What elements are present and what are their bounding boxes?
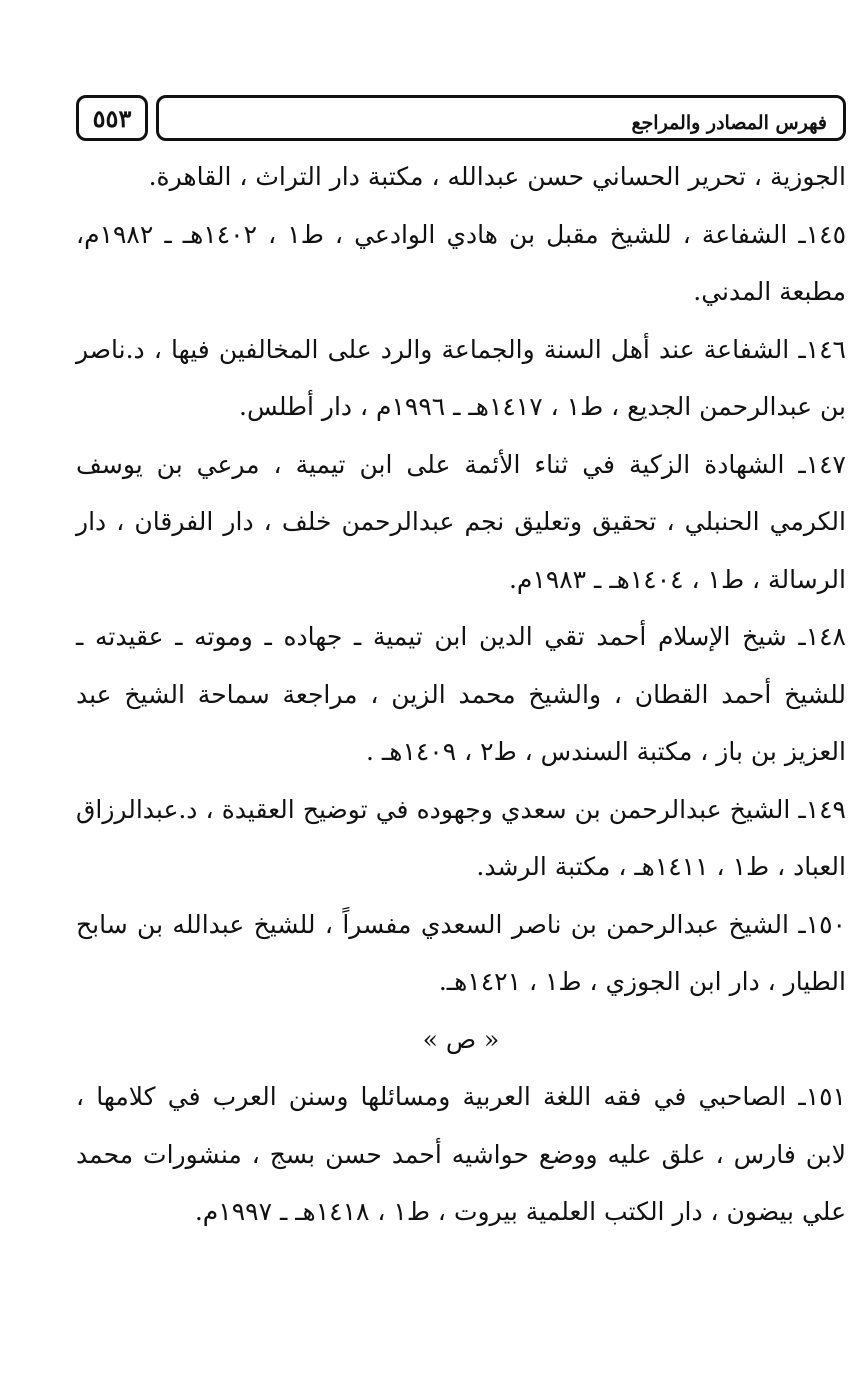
reference-entry: ١٤٨ـ شيخ الإسلام أحمد تقي الدين ابن تيمية ـ جهاده ـ وموته ـ عقيدته ـ للشيخ أحمد القطان ، والشيخ محمد الزين ، مراجعة سماحة الشيخ عبد العزيز بن باز ، مكتبة السندس ، ط٢ ، ١٤٠٩هـ . <box>76 622 846 766</box>
reference-entry: ١٥١ـ الصاحبي في فقه اللغة العربية ومسائلها وسنن العرب في كلامها ، لابن فارس ، علق عليه ووضع حواشيه أحمد حسن بسج ، منشورات محمد علي بيضون ، دار الكتب العلمية بيروت ، ط١ ، ١٤١٨هـ ـ ١٩٩٧م. <box>76 1082 846 1226</box>
reference-entry: الجوزية ، تحرير الحساني حسن عبدالله ، مكتبة دار التراث ، القاهرة. <box>148 162 846 191</box>
reference-entry: ١٥٠ـ الشيخ عبدالرحمن بن ناصر السعدي مفسراً ، للشيخ عبدالله بن سابح الطيار ، دار ابن الجوزي ، ط١ ، ١٤٢١هـ. <box>76 909 846 996</box>
running-title-box <box>156 95 846 141</box>
page-number: ٥٥٣ <box>76 95 148 141</box>
running-title: فهرس المصادر والمراجع <box>631 112 827 134</box>
reference-entry: ١٤٥ـ الشفاعة ، للشيخ مقبل بن هادي الوادعي ، ط١ ، ١٤٠٢هـ ـ ١٩٨٢م، مطبعة المدني. <box>76 219 847 306</box>
reference-entry: ١٤٦ـ الشفاعة عند أهل السنة والجماعة والرد على المخالفين فيها ، د.ناصر بن عبدالرحمن الجديع ، ط١ ، ١٤١٧هـ ـ ١٩٩٦م ، دار أطلس. <box>76 334 846 421</box>
page-header <box>76 95 848 147</box>
section-heading: « ص » <box>422 1024 500 1054</box>
reference-entry: ١٤٧ـ الشهادة الزكية في ثناء الأئمة على ابن تيمية ، مرعي بن يوسف الكرمي الحنبلي ، تحقيق وتعليق نجم عبدالرحمن خلف ، دار الفرقان ، دار الرسالة ، ط١ ، ١٤٠٤هـ ـ ١٩٨٣م. <box>76 449 846 594</box>
reference-entry: ١٤٩ـ الشيخ عبدالرحمن بن سعدي وجهوده في توضيح العقيدة ، د.عبدالرزاق العباد ، ط١ ، ١٤١١هـ ، مكتبة الرشد. <box>76 794 846 881</box>
references-list <box>76 148 846 1241</box>
